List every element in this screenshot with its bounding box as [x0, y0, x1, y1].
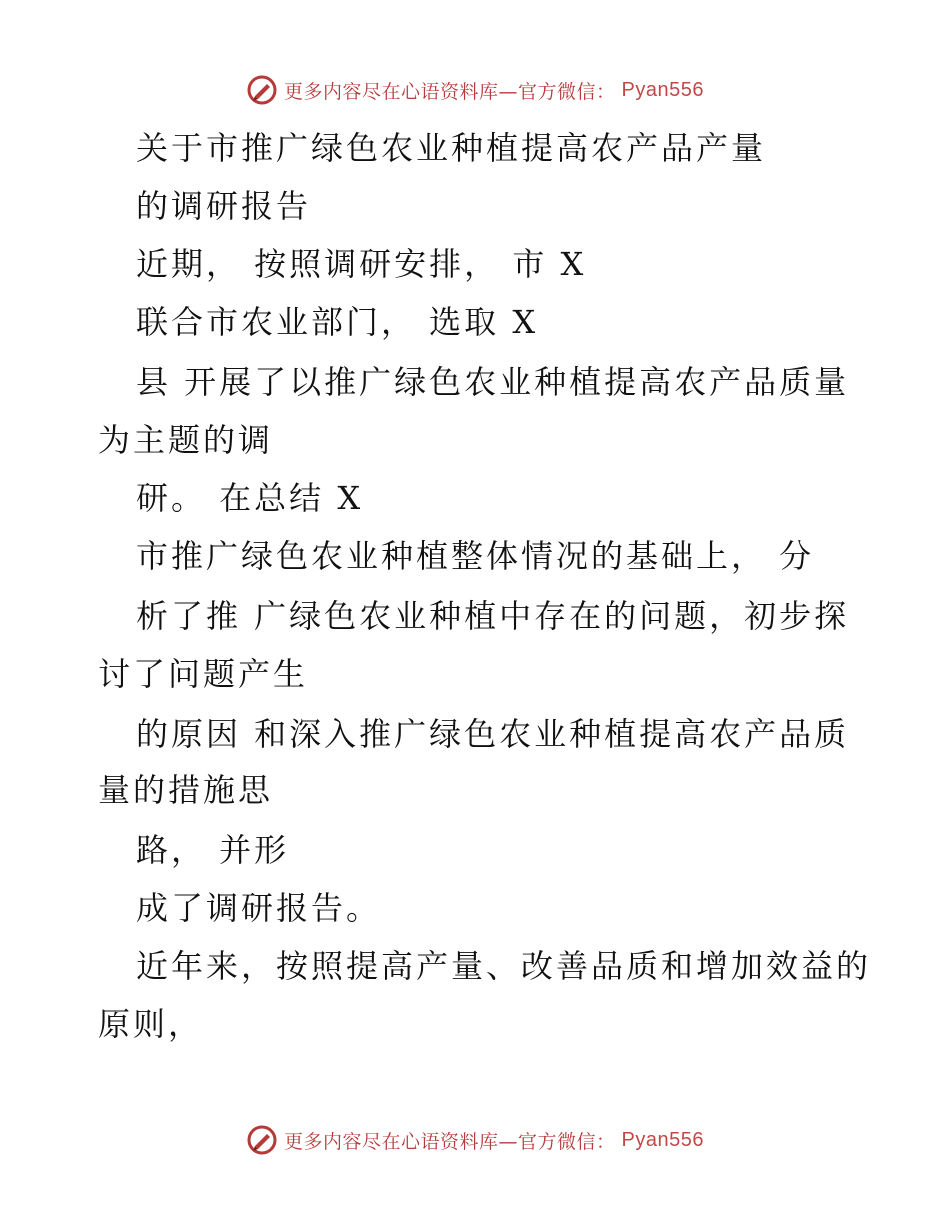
paragraph-line: 成了调研报告。 [136, 889, 382, 927]
paragraph-line: 为主题的调 [98, 421, 274, 459]
paragraph-line: 的原因 和深入推广绿色农业种植提高农产品质 [136, 715, 850, 753]
document-title-line-2: 的调研报告 [136, 187, 312, 225]
document-title-line-1: 关于市推广绿色农业种植提高农产品产量 [136, 129, 767, 167]
paragraph-line: 县 开展了以推广绿色农业种植提高农产品质量 [136, 363, 850, 401]
paragraph-line: 近期， 按照调研安排， 市 X [136, 245, 587, 283]
paragraph-line: 联合市农业部门， 选取 X [136, 303, 539, 341]
paragraph-line: 市推广绿色农业种植整体情况的基础上， 分 [136, 537, 815, 575]
watermark-text: 更多内容尽在心语资料库—官方微信： [284, 80, 616, 103]
header-watermark [0, 70, 950, 110]
watermark-handle: Pyan556 [621, 1128, 704, 1151]
paragraph-line: 析了推 广绿色农业种植中存在的问题，初步探 [136, 597, 850, 635]
pen-logo-icon [246, 1124, 278, 1156]
paragraph-line: 路， 并形 [136, 831, 290, 869]
paragraph-line: 原则， [98, 1005, 204, 1043]
watermark-text: 更多内容尽在心语资料库—官方微信： [284, 1130, 616, 1153]
paragraph-line: 讨了问题产生 [98, 655, 309, 693]
watermark-handle: Pyan556 [621, 78, 704, 101]
footer-watermark [0, 1120, 950, 1160]
paragraph-line: 研。 在总结 X [136, 479, 364, 517]
paragraph-line: 近年来，按照提高产量、改善品质和增加效益的 [136, 947, 872, 985]
paragraph-line: 量的措施思 [98, 771, 274, 809]
pen-logo-icon [246, 74, 278, 106]
